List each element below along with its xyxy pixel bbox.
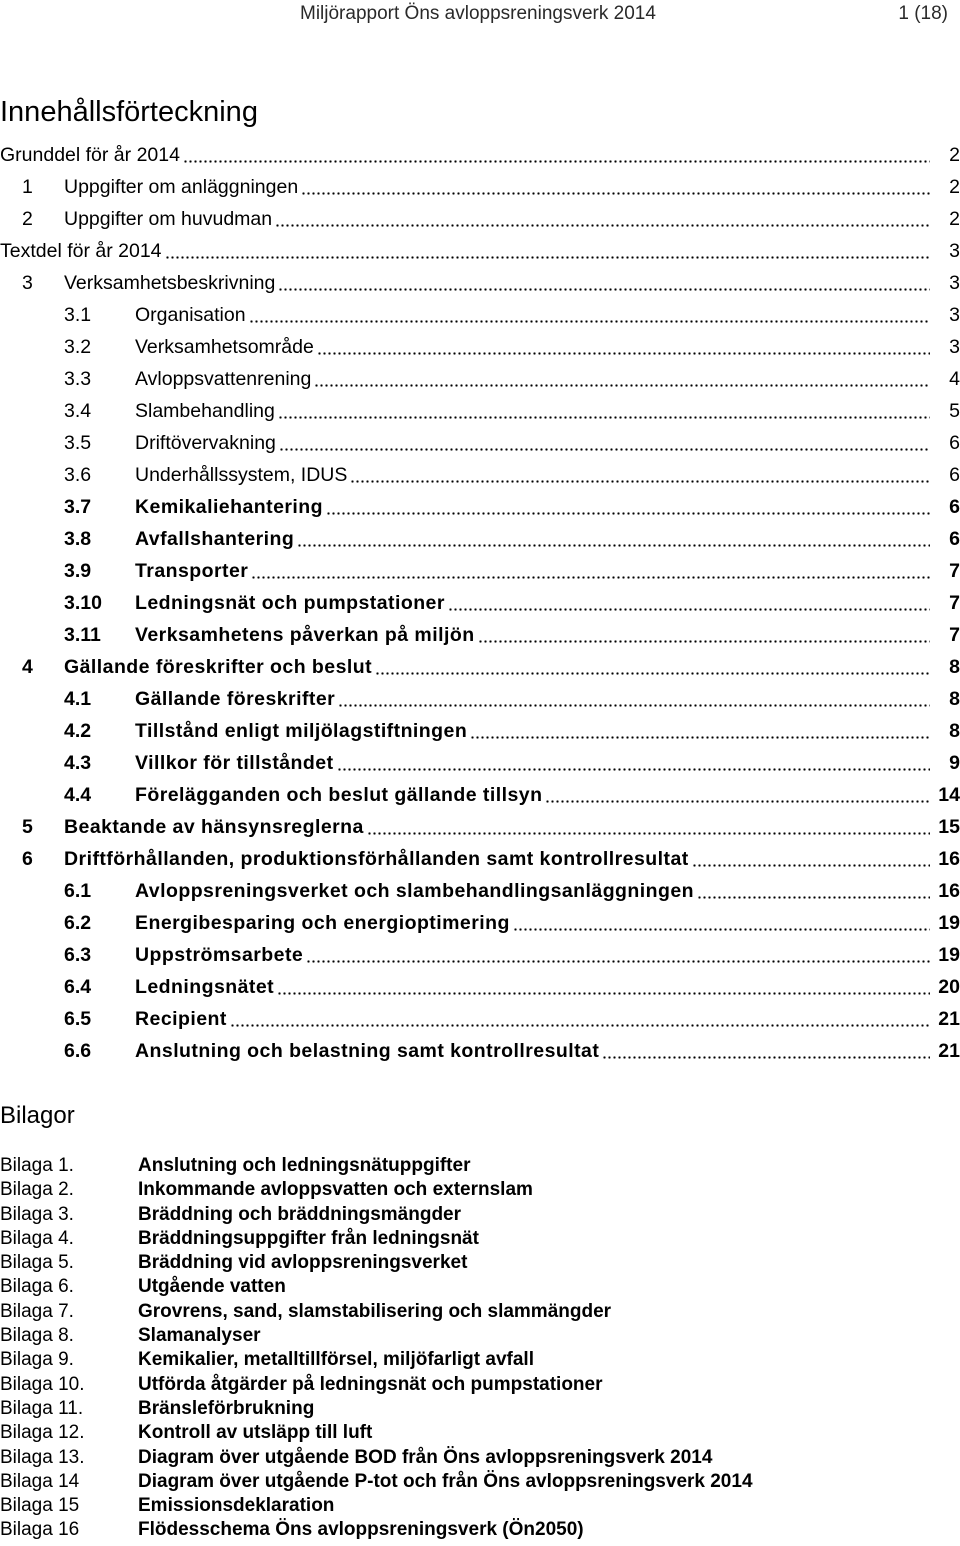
- toc-entry-page: 21: [938, 1007, 960, 1030]
- toc-entry-title: Driftförhållanden, produktionsförhållanden samt kontrollresultat: [64, 847, 689, 870]
- toc-entry-number: 3.10: [64, 591, 102, 614]
- appendix-item: [0, 1398, 960, 1422]
- toc-entry[interactable]: [0, 459, 960, 491]
- toc-entry-page: 7: [949, 591, 960, 614]
- toc-entry-page: 6: [949, 495, 960, 518]
- toc-entry-page: 2: [949, 175, 960, 198]
- dot-leader: [277, 992, 930, 995]
- toc-entry-page: 8: [949, 719, 960, 742]
- toc-entry-number: 6.4: [64, 975, 92, 998]
- toc-entry-title: Beaktande av hänsynsreglerna: [64, 815, 364, 838]
- toc-entry[interactable]: [0, 555, 960, 587]
- toc-entry-title: Verksamhetens påverkan på miljön: [135, 623, 475, 646]
- appendix-title: Inkommande avloppsvatten och externslam: [138, 1179, 533, 1201]
- toc-entry-page: 19: [938, 943, 960, 966]
- toc-entry[interactable]: [0, 491, 960, 523]
- toc-entry-number: 3.7: [64, 495, 92, 518]
- toc-entry-page: 5: [949, 399, 960, 422]
- toc-entry-title: Underhållssystem, IDUS: [135, 463, 348, 486]
- dot-leader: [337, 768, 930, 771]
- dot-leader: [249, 320, 930, 323]
- toc-entry-number: 3.8: [64, 527, 92, 550]
- toc-entry-page: 15: [938, 815, 960, 838]
- toc-entry[interactable]: [0, 843, 960, 875]
- dot-leader: [338, 704, 930, 707]
- toc-entry-title: Avfallshantering: [135, 527, 295, 550]
- toc-entry-page: 21: [938, 1039, 960, 1062]
- appendix-item: [0, 1325, 960, 1349]
- toc-entry-number: 3.11: [64, 623, 101, 646]
- toc-entry-number: 1: [22, 175, 33, 198]
- toc-entry-page: 19: [938, 911, 960, 934]
- toc-entry-title: Kemikaliehantering: [135, 495, 323, 518]
- toc-entry-title: Gällande föreskrifter och beslut: [64, 655, 373, 678]
- dot-leader: [279, 448, 930, 451]
- toc-entry[interactable]: [0, 331, 960, 363]
- document-title: Miljörapport Öns avloppsreningsverk 2014: [300, 3, 656, 24]
- toc-entry-page: 14: [938, 783, 960, 806]
- appendix-item: [0, 1349, 960, 1373]
- dot-leader: [317, 352, 930, 355]
- toc-entry-title: Recipient: [135, 1007, 227, 1030]
- toc-entry-title: Verksamhetsbeskrivning: [64, 271, 276, 294]
- appendix-label: Bilaga 12.: [0, 1422, 85, 1444]
- dot-leader: [275, 224, 930, 227]
- toc-entry[interactable]: [0, 1035, 960, 1067]
- toc-entry-number: 3.6: [64, 463, 92, 486]
- toc-entry-page: 8: [949, 687, 960, 710]
- appendix-item: [0, 1495, 960, 1519]
- toc-entry-page: 16: [938, 847, 960, 870]
- appendix-title: Diagram över utgående P-tot och från Öns avloppsreningsverk 2014: [138, 1470, 753, 1492]
- toc-entry-page: 2: [949, 143, 960, 166]
- toc-entry-number: 3.5: [64, 431, 92, 454]
- toc-entry-number: 4.3: [64, 751, 92, 774]
- appendix-label: Bilaga 16: [0, 1519, 80, 1541]
- toc-entry-page: 2: [949, 207, 960, 230]
- appendix-label: Bilaga 3.: [0, 1203, 74, 1225]
- toc-entry-title: Ledningsnätet: [135, 975, 275, 998]
- toc-entry[interactable]: [0, 267, 960, 299]
- dot-leader: [692, 864, 930, 867]
- appendix-title: Diagram över utgående BOD från Öns avloppsreningsverk 2014: [138, 1446, 713, 1468]
- appendix-label: Bilaga 5.: [0, 1252, 74, 1274]
- toc-entry-title: Verksamhetsområde: [135, 335, 314, 358]
- toc-entry[interactable]: [0, 715, 960, 747]
- appendix-item: [0, 1155, 960, 1179]
- toc-entry-number: 3: [22, 271, 33, 294]
- toc-entry[interactable]: [0, 939, 960, 971]
- dot-leader: [545, 800, 930, 803]
- dot-leader: [448, 608, 930, 611]
- appendix-label: Bilaga 13.: [0, 1446, 85, 1468]
- toc-entry-page: 3: [949, 239, 960, 262]
- dot-leader: [278, 288, 930, 291]
- appendix-item: [0, 1276, 960, 1300]
- appendix-label: Bilaga 8.: [0, 1325, 74, 1347]
- toc-entry-title: Energibesparing och energioptimering: [135, 911, 510, 934]
- dot-leader: [297, 544, 930, 547]
- appendix-title: Utgående vatten: [138, 1276, 286, 1298]
- toc-entry-page: 20: [938, 975, 960, 998]
- dot-leader: [183, 160, 930, 163]
- toc-entry[interactable]: [0, 171, 960, 203]
- appendix-label: Bilaga 15: [0, 1495, 80, 1517]
- toc-entry[interactable]: [0, 203, 960, 235]
- toc-entry[interactable]: [0, 139, 960, 171]
- toc-entry[interactable]: [0, 587, 960, 619]
- toc-entry-number: 4.2: [64, 719, 92, 742]
- toc-entry-page: 4: [949, 367, 960, 390]
- toc-entry-title: Avloppsvattenrening: [135, 367, 312, 390]
- dot-leader: [513, 928, 930, 931]
- appendix-title: Kontroll av utsläpp till luft: [138, 1422, 373, 1444]
- page-header: [0, 0, 960, 34]
- appendix-label: Bilaga 6.: [0, 1276, 74, 1298]
- toc-entry[interactable]: [0, 619, 960, 651]
- toc-entry-title: Driftövervakning: [135, 431, 276, 454]
- appendix-title: Kemikalier, metalltillförsel, miljöfarligt avfall: [138, 1349, 534, 1371]
- toc-entry[interactable]: [0, 651, 960, 683]
- appendix-item: [0, 1374, 960, 1398]
- toc-entry-number: 3.2: [64, 335, 92, 358]
- dot-leader: [165, 256, 930, 259]
- dot-leader: [251, 576, 930, 579]
- toc-entry-page: 16: [938, 879, 960, 902]
- toc-entry-number: 6.6: [64, 1039, 92, 1062]
- toc-entry-title: Tillstånd enligt miljölagstiftningen: [135, 719, 468, 742]
- dot-leader: [470, 736, 930, 739]
- appendix-item: [0, 1252, 960, 1276]
- dot-leader: [314, 384, 930, 387]
- page-number: 1 (18): [898, 3, 948, 24]
- toc-entry[interactable]: [0, 971, 960, 1003]
- toc-entry-title: Transporter: [135, 559, 249, 582]
- toc-entry-page: 7: [949, 559, 960, 582]
- appendix-label: Bilaga 11.: [0, 1397, 84, 1419]
- toc-entry-page: 7: [949, 623, 960, 646]
- toc-entry-title: Ledningsnät och pumpstationer: [135, 591, 445, 614]
- toc-entry[interactable]: [0, 907, 960, 939]
- toc-entry-number: 3.1: [64, 303, 92, 326]
- toc-entry-page: 3: [949, 335, 960, 358]
- toc-entry-number: 3.4: [64, 399, 92, 422]
- appendix-item: [0, 1519, 960, 1543]
- appendix-title: Slamanalyser: [138, 1325, 261, 1347]
- toc-entry-title: Anslutning och belastning samt kontrollresultat: [135, 1039, 600, 1062]
- toc-entry-number: 5: [22, 815, 33, 838]
- toc-entry-page: 6: [949, 431, 960, 454]
- appendix-title: Flödesschema Öns avloppsreningsverk (Ön2050): [138, 1519, 584, 1541]
- appendix-label: Bilaga 2.: [0, 1179, 74, 1201]
- toc-entry[interactable]: [0, 811, 960, 843]
- appendix-item: [0, 1422, 960, 1446]
- toc-entry-number: 4.1: [64, 687, 92, 710]
- toc-entry-title: Villkor för tillståndet: [135, 751, 334, 774]
- toc-entry[interactable]: [0, 523, 960, 555]
- toc-entry[interactable]: [0, 779, 960, 811]
- toc-entry[interactable]: [0, 363, 960, 395]
- toc-entry-number: 6.1: [64, 879, 92, 902]
- appendix-item: [0, 1471, 960, 1495]
- dot-leader: [375, 672, 930, 675]
- toc-heading: Innehållsförteckning: [0, 96, 258, 128]
- dot-leader: [326, 512, 930, 515]
- appendix-list: [0, 1155, 960, 1544]
- dot-leader: [350, 480, 930, 483]
- appendix-title: Bräddning och bräddningsmängder: [138, 1203, 462, 1225]
- appendix-label: Bilaga 9.: [0, 1349, 74, 1371]
- toc-entry-title: Uppströmsarbete: [135, 943, 304, 966]
- appendix-label: Bilaga 4.: [0, 1227, 74, 1249]
- dot-leader: [367, 832, 930, 835]
- toc-entry[interactable]: [0, 395, 960, 427]
- dot-leader: [602, 1056, 930, 1059]
- toc-entry-page: 3: [949, 271, 960, 294]
- dot-leader: [230, 1024, 930, 1027]
- toc-entry[interactable]: [0, 747, 960, 779]
- toc-entry[interactable]: [0, 875, 960, 907]
- toc-entry-title: Textdel för år 2014: [0, 239, 162, 262]
- toc-entry-title: Förelägganden och beslut gällande tillsyn: [135, 783, 543, 806]
- toc-entry-title: Slambehandling: [135, 399, 275, 422]
- toc-entry-number: 2: [22, 207, 33, 230]
- toc-entry-page: 3: [949, 303, 960, 326]
- appendix-label: Bilaga 7.: [0, 1300, 74, 1322]
- appendix-title: Emissionsdeklaration: [138, 1495, 335, 1517]
- appendix-item: [0, 1301, 960, 1325]
- appendix-title: Bräddning vid avloppsreningsverket: [138, 1252, 468, 1274]
- appendix-item: [0, 1228, 960, 1252]
- toc-entry-page: 9: [949, 751, 960, 774]
- appendix-title: Grovrens, sand, slamstabilisering och slammängder: [138, 1300, 612, 1322]
- dot-leader: [478, 640, 930, 643]
- toc-entry-number: 3.9: [64, 559, 92, 582]
- toc-entry-number: 6.2: [64, 911, 92, 934]
- appendix-title: Bränsleförbrukning: [138, 1397, 315, 1419]
- dot-leader: [301, 192, 930, 195]
- appendix-item: [0, 1204, 960, 1228]
- toc-entry-title: Uppgifter om anläggningen: [64, 175, 299, 198]
- appendix-title: Anslutning och ledningsnätuppgifter: [138, 1155, 471, 1176]
- toc-entry[interactable]: [0, 427, 960, 459]
- toc-entry-number: 6.5: [64, 1007, 92, 1030]
- bilagor-heading: Bilagor: [0, 1102, 75, 1129]
- dot-leader: [697, 896, 930, 899]
- dot-leader: [278, 416, 930, 419]
- table-of-contents: [0, 139, 960, 1067]
- toc-entry-title: Avloppsreningsverket och slambehandlingsanläggningen: [135, 879, 695, 902]
- toc-entry-page: 8: [949, 655, 960, 678]
- toc-entry-title: Uppgifter om huvudman: [64, 207, 273, 230]
- appendix-item: [0, 1447, 960, 1471]
- toc-entry-title: Organisation: [135, 303, 246, 326]
- toc-entry-number: 6.3: [64, 943, 92, 966]
- appendix-title: Bräddningsuppgifter från ledningsnät: [138, 1227, 479, 1249]
- dot-leader: [306, 960, 930, 963]
- toc-entry-number: 4: [22, 655, 33, 678]
- toc-entry[interactable]: [0, 235, 960, 267]
- toc-entry-title: Gällande föreskrifter: [135, 687, 336, 710]
- appendix-title: Utförda åtgärder på ledningsnät och pumpstationer: [138, 1373, 603, 1395]
- toc-entry[interactable]: [0, 299, 960, 331]
- toc-entry-number: 4.4: [64, 783, 92, 806]
- appendix-label: Bilaga 14: [0, 1470, 80, 1492]
- toc-entry[interactable]: [0, 683, 960, 715]
- appendix-label: Bilaga 1.: [0, 1155, 74, 1176]
- toc-entry-page: 6: [949, 463, 960, 486]
- toc-entry[interactable]: [0, 1003, 960, 1035]
- appendix-item: [0, 1179, 960, 1203]
- toc-entry-page: 6: [949, 527, 960, 550]
- toc-entry-title: Grunddel för år 2014: [0, 143, 180, 166]
- toc-entry-number: 3.3: [64, 367, 92, 390]
- toc-entry-number: 6: [22, 847, 33, 870]
- appendix-label: Bilaga 10.: [0, 1373, 85, 1395]
